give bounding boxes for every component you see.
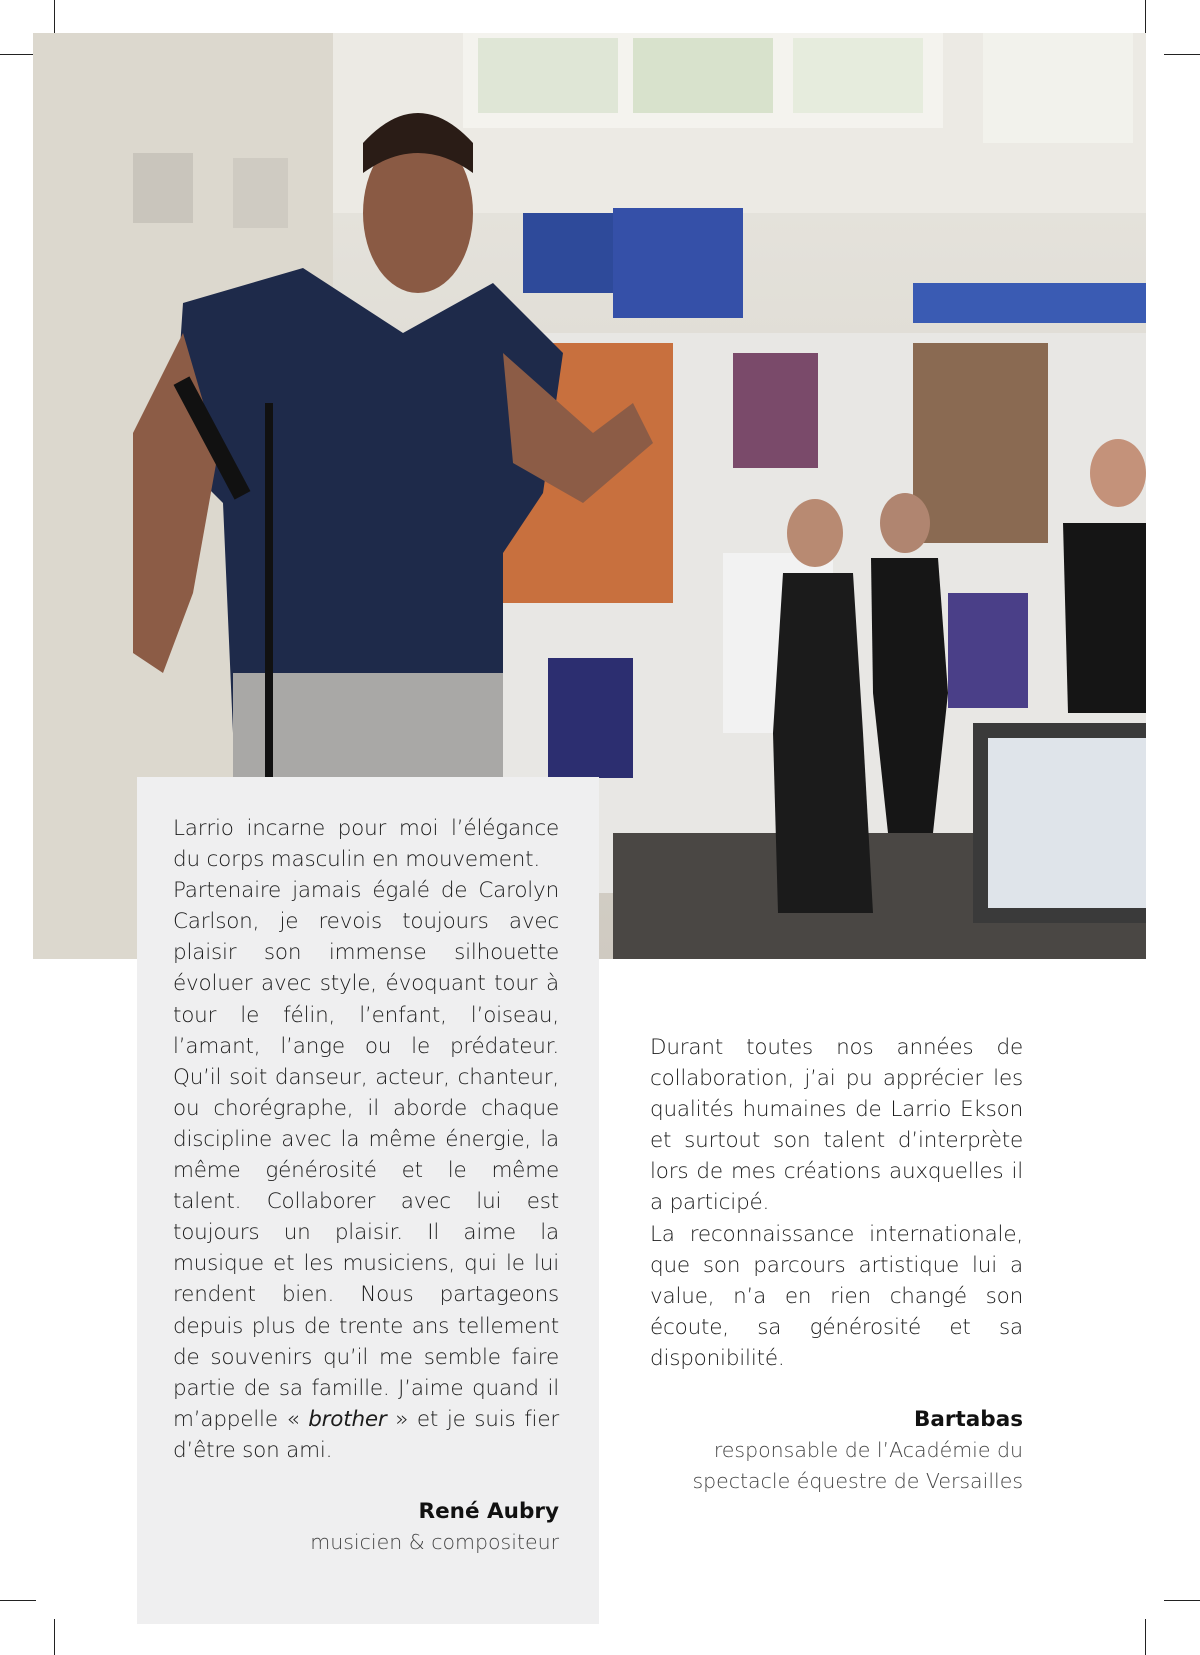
quote-bartabas <box>650 1032 1023 1497</box>
quote-text: Partenaire jamais égalé de Carolyn Carlson, je revois toujours avec plaisir son immense silhouette évoluer avec style, évoquant tour à tour le félin, l’enfant, l’oiseau, l’amant, l’ange ou le prédateur. Qu’il soit danseur, acteur, chanteur, ou chorégraphe, il aborde chaque discipline avec la même énergie, la même générosité et le même talent. Collaborer avec lui est toujours un plaisir. Il aime la musique et les musiciens, qui le lui rendent bien. Nous partageons depuis plus de trente ans tellement de souvenirs qu’il me semble faire partie de sa famille. J’aime quand il m’appelle « <box>173 878 559 1432</box>
quote-paragraph <box>173 875 559 1466</box>
crop-mark <box>54 1619 55 1655</box>
crop-mark <box>1145 1619 1146 1655</box>
author-name: René Aubry <box>418 1498 559 1524</box>
crop-mark <box>1164 1600 1200 1601</box>
quote-body <box>650 1032 1023 1374</box>
quote-rene-aubry <box>173 813 559 1558</box>
crop-mark <box>0 54 36 55</box>
author-role: musicien & compositeur <box>310 1529 559 1554</box>
crop-mark <box>1164 54 1200 55</box>
author-name: Bartabas <box>914 1407 1023 1433</box>
crop-mark <box>54 0 55 36</box>
crop-mark <box>1145 0 1146 36</box>
quote-text: » et je suis fier d’être son ami. <box>173 1406 559 1463</box>
quote-paragraph: Durant toutes nos années de collaboration, j’ai pu apprécier les qualités humaines de Larrio Ekson et surtout son talent d’interprète lors de mes créations auxquelles il a participé. <box>650 1035 1023 1216</box>
quote-emphasis: brother <box>308 1406 387 1432</box>
author-role: responsable de l’Académie du spectacle équestre de Versailles <box>692 1438 1023 1494</box>
quote-paragraph: Larrio incarne pour moi l’élégance du corps masculin en mouvement. <box>173 816 559 873</box>
quote-paragraph: La reconnaissance internationale, que son parcours artistique lui a value, n’a en rien changé son écoute, sa générosité et sa disponibilité. <box>650 1221 1023 1371</box>
crop-mark <box>0 1600 36 1601</box>
quote-body <box>173 813 559 1466</box>
